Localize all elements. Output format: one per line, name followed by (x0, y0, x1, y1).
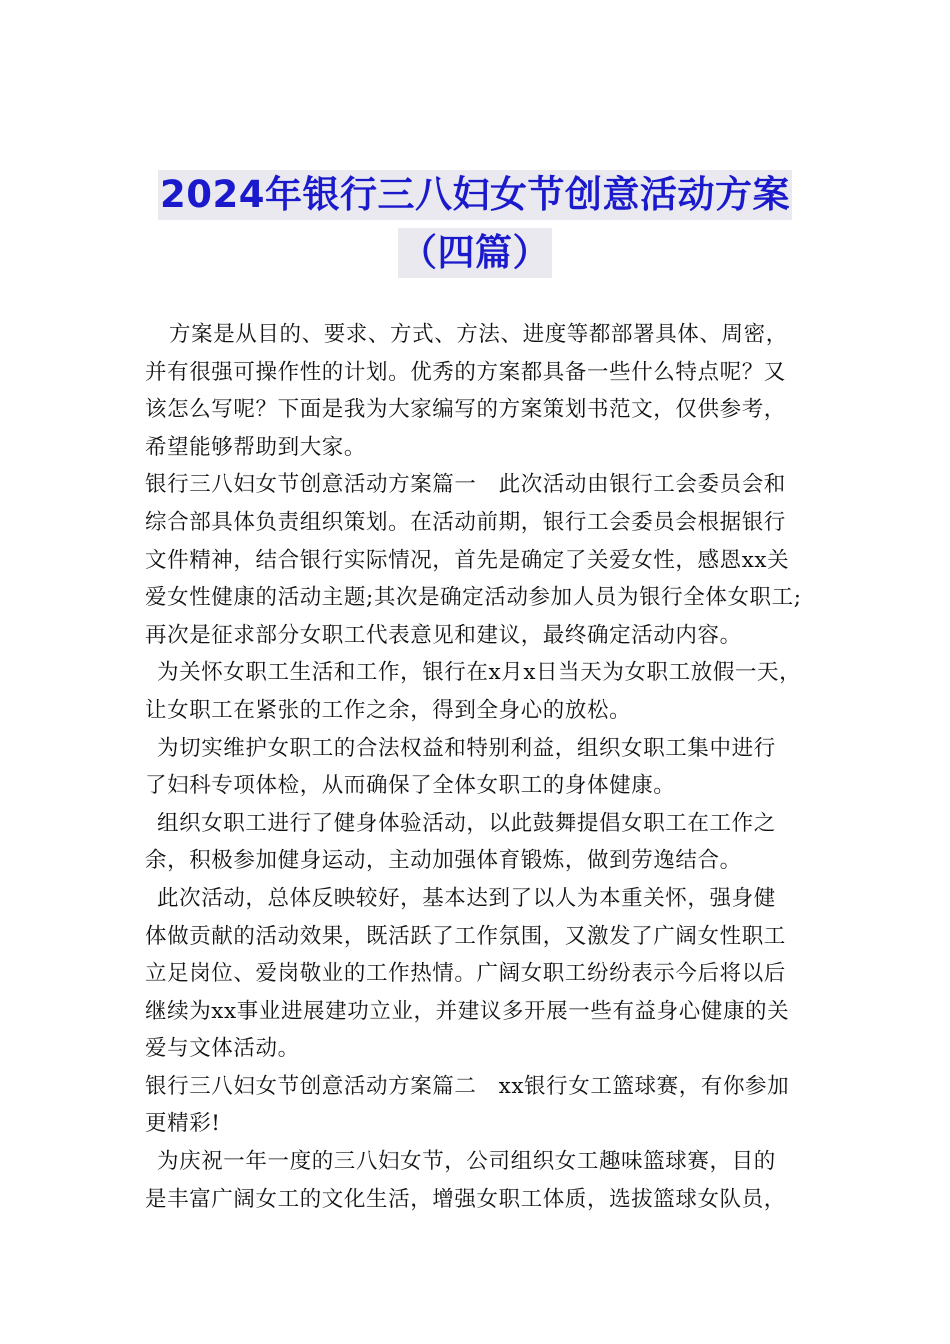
text-line: 为关怀女职工生活和工作，银行在x月x日当天为女职工放假一天， (157, 660, 802, 686)
leave-paragraph (145, 654, 810, 729)
text-line: 是丰富广阔女工的文化生活，增强女职工体质，选拔篮球女队员， (145, 1186, 786, 1212)
text-line: 爱与文体活动。 (145, 1036, 300, 1062)
text-line: 继续为xx事业进展建功立业，并建议多开展一些有益身心健康的关 (145, 998, 790, 1024)
document-title (0, 170, 950, 286)
summary-paragraph (145, 880, 810, 1068)
title-line-1: 2024年银行三八妇女节创意活动方案 (158, 170, 792, 220)
text-line: 再次是征求部分女职工代表意见和建议，最终确定活动内容。 (145, 622, 742, 648)
section-2-paragraph (145, 1068, 810, 1143)
text-line: 立足岗位、爱岗敬业的工作热情。广阔女职工纷纷表示今后将以后 (145, 961, 786, 987)
text-line: 体做贡献的活动效果，既活跃了工作氛围，又激发了广阔女性职工 (145, 923, 786, 949)
text-line: 方案是从目的、要求、方式、方法、进度等都部署具体、周密， (169, 322, 788, 347)
text-line: 文件精神，结合银行实际情况，首先是确定了关爱女性，感恩xx关 (145, 547, 790, 573)
text-line: 银行三八妇女节创意活动方案篇一 此次活动由银行工会委员会和 (145, 472, 786, 498)
health-paragraph (145, 730, 810, 805)
document-body (145, 316, 810, 1218)
title-line-2: （四篇） (398, 228, 552, 278)
intro-paragraph (145, 316, 810, 466)
text-line: 并有很强可操作性的计划。优秀的方案都具备一些什么特点呢？又 (145, 359, 786, 385)
basketball-paragraph (145, 1143, 810, 1218)
text-line: 此次活动，总体反映较好，基本达到了以人为本重关怀，强身健 (157, 885, 776, 911)
text-line: 爱女性健康的活动主题;其次是确定活动参加人员为银行全体女职工; (145, 585, 802, 611)
text-line: 余，积极参加健身运动，主动加强体育锻炼，做到劳逸结合。 (145, 848, 742, 874)
text-line: 更精彩! (145, 1111, 221, 1137)
text-line: 希望能够帮助到大家。 (145, 434, 367, 460)
text-line: 该怎么写呢？下面是我为大家编写的方案策划书范文，仅供参考， (145, 397, 786, 423)
text-line: 银行三八妇女节创意活动方案篇二 xx银行女工篮球赛，有你参加 (145, 1073, 790, 1099)
text-line: 为切实维护女职工的合法权益和特别利益，组织女职工集中进行 (157, 735, 776, 761)
text-line: 综合部具体负责组织策划。在活动前期，银行工会委员会根据银行 (145, 509, 786, 535)
text-line: 让女职工在紧张的工作之余，得到全身心的放松。 (145, 697, 632, 723)
section-1-paragraph (145, 466, 810, 654)
text-line: 为庆祝一年一度的三八妇女节，公司组织女工趣味篮球赛，目的 (157, 1149, 776, 1175)
text-line: 了妇科专项体检，从而确保了全体女职工的身体健康。 (145, 773, 676, 799)
fitness-paragraph (145, 805, 810, 880)
text-line: 组织女职工进行了健身体验活动，以此鼓舞提倡女职工在工作之 (157, 810, 776, 836)
